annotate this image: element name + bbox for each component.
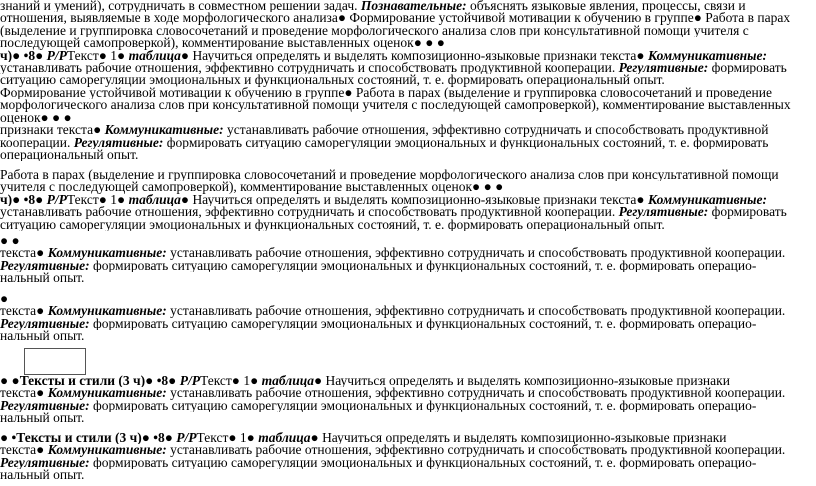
line: нальный опыт. xyxy=(0,469,85,482)
empty-frame xyxy=(24,348,86,375)
text-block-2 xyxy=(0,87,812,161)
line: текста● Коммуникативные: устанавливать рабочие отношения, эффективно сотрудничать и способствовать продуктивной кооперации. xyxy=(0,305,786,318)
line: текста● Коммуникативные: устанавливать рабочие отношения, эффективно сотрудничать и способствовать продуктивной кооперации. xyxy=(0,247,786,260)
line: оценок● ● ● xyxy=(0,111,72,125)
line: морфологического анализа слов при консультативной помощи учителя с последующей самопроверкой), комментирование выставленных xyxy=(0,99,791,112)
line: ● xyxy=(0,293,9,306)
text-block-6 xyxy=(0,375,812,425)
line: текста● Коммуникативные: устанавливать рабочие отношения, эффективно сотрудничать и способствовать продуктивной кооперации. xyxy=(0,444,786,457)
line: кооперации. Регулятивные: формировать ситуацию саморегуляции эмоциональных и функциональных состояний, т. е. формировать xyxy=(0,136,769,149)
line: признаки текста● Коммуникативные: устанавливать рабочие отношения, эффективно сотрудничать и способствовать продуктивной xyxy=(0,124,769,137)
line: операциональный опыт. xyxy=(0,148,139,162)
line: Регулятивные: формировать ситуацию саморегуляции эмоциональных и функциональных состояний, т. е. формировать операцио- xyxy=(0,399,757,413)
line: последующей самопроверкой), комментирование выставленных оценок● ● ● xyxy=(0,37,445,50)
line: ситуацию саморегуляции эмоциональных и функциональных состояний, т. е. формировать операциональный опыт. xyxy=(0,218,665,231)
text-block-4 xyxy=(0,235,812,285)
line: Регулятивные: формировать ситуацию саморегуляции эмоциональных и функциональных состояний, т. е. формировать операцио- xyxy=(0,259,757,273)
line: Формирование устойчивой мотивации к обучению в группе● Работа в парах (выделение и группировка словосочетаний и проведение xyxy=(0,87,772,100)
line: текста● Коммуникативные: устанавливать рабочие отношения, эффективно сотрудничать и способствовать продуктивной кооперации. xyxy=(0,387,786,400)
line: ● ● xyxy=(0,235,20,248)
line: нальный опыт. xyxy=(0,330,85,343)
line: нальный опыт. xyxy=(0,412,85,425)
text-block-3 xyxy=(0,169,812,231)
line: ● ●Тексты и стили (3 ч)● •8● Р/РТекст● 1● таблица● Научиться определять и выделять композиционно-языковые признаки xyxy=(0,375,730,388)
line: (выделение и группировка словосочетаний и проведение морфологического анализа слов при консультативной помощи учителя с xyxy=(0,24,749,38)
text-block-7 xyxy=(0,432,812,482)
line: ● •Тексты и стили (3 ч)● •8● Р/РТекст● 1● таблица● Научиться определять и выделять композиционно-языковые признаки xyxy=(0,432,727,445)
line: ч)● •8● Р/РТекст● 1● таблица● Научиться определять и выделять композиционно-языковые признаки текста● Коммуникативные: xyxy=(0,193,767,207)
line: учителя с последующей самопроверкой), комментирование выставленных оценок● ● ● xyxy=(0,181,504,194)
text-block-5 xyxy=(0,293,812,343)
line: нальный опыт. xyxy=(0,272,85,285)
line: ситуацию саморегуляции эмоциональных и функциональных состояний, т. е. формировать операциональный опыт. xyxy=(0,74,665,87)
text-block-1 xyxy=(0,0,812,87)
line: Работа в парах (выделение и группировка словосочетаний и проведение морфологического анализа слов при консультативной помощи xyxy=(0,169,779,182)
line: устанавливать рабочие отношения, эффективно сотрудничать и способствовать продуктивной кооперации. Регулятивные: формировать xyxy=(0,61,787,75)
line: знаний и умений), сотрудничать в совместном решении задач. Познавательные: объяснять языковые явления, процессы, связи и xyxy=(0,0,746,13)
line: Регулятивные: формировать ситуацию саморегуляции эмоциональных и функциональных состояний, т. е. формировать операцио- xyxy=(0,317,757,331)
line: ч)● •8● Р/РТекст● 1● таблица● Научиться определять и выделять композиционно-языковые признаки текста● Коммуникативные: xyxy=(0,49,767,62)
line: Регулятивные: формировать ситуацию саморегуляции эмоциональных и функциональных состояний, т. е. формировать операцио- xyxy=(0,456,757,470)
line: устанавливать рабочие отношения, эффективно сотрудничать и способствовать продуктивной кооперации. Регулятивные: формировать xyxy=(0,206,787,219)
line: отношения, выявляемые в ходе морфологического анализа● Формирование устойчивой мотивации к обучению в группе● Работа в парах xyxy=(0,12,791,25)
